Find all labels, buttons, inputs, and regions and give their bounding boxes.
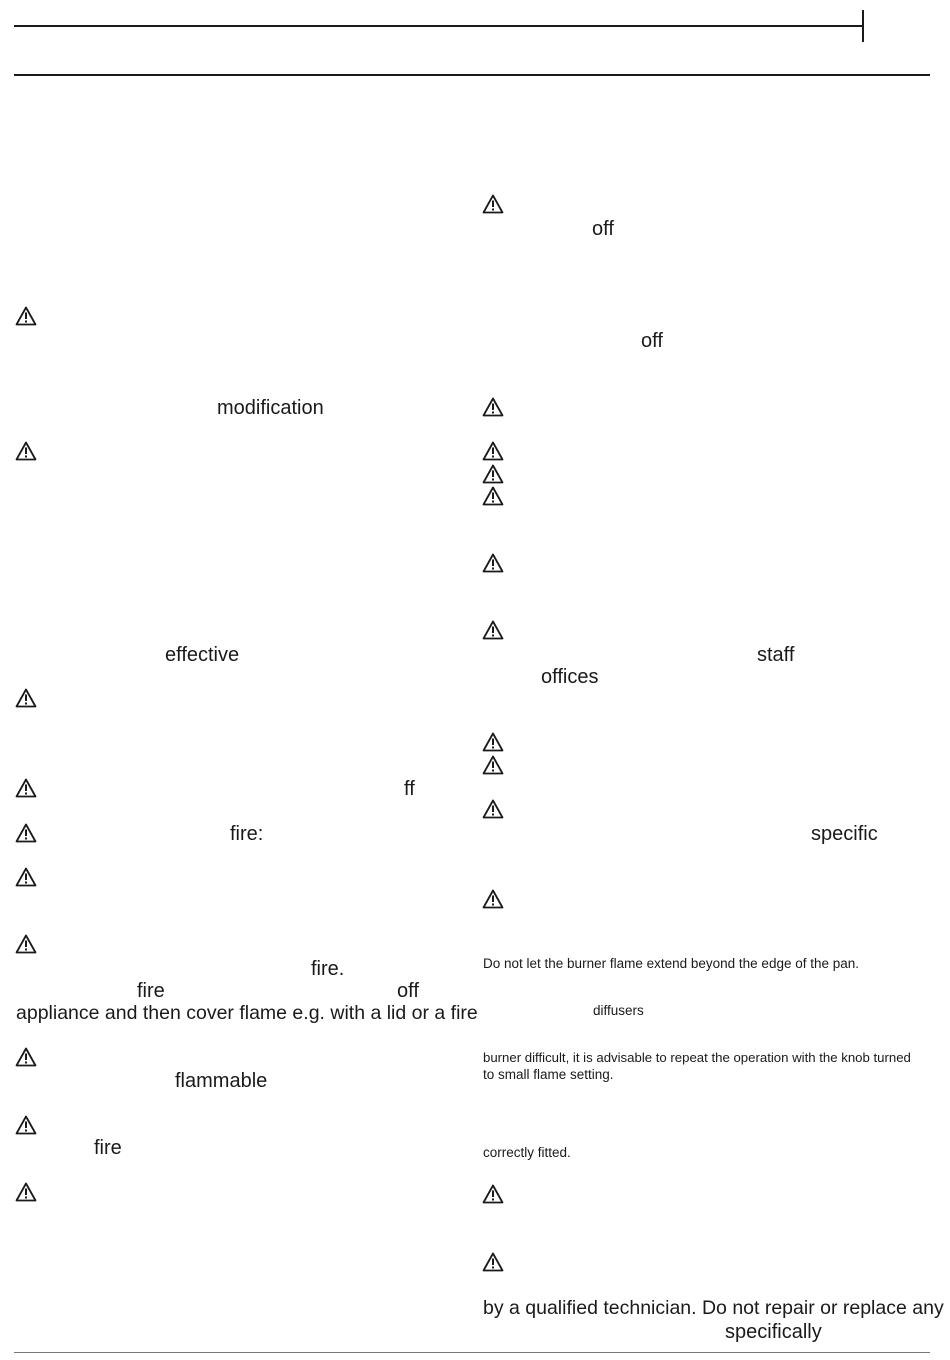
warning-triangle-icon: [482, 553, 504, 573]
warning-triangle-icon: [15, 778, 37, 798]
warning-triangle-icon: [15, 934, 37, 954]
text-fragment: flammable: [175, 1070, 268, 1092]
text-fragment: appliance and then cover flame e.g. with a lid or a fire: [16, 1002, 478, 1024]
text-fragment: specifically: [725, 1321, 822, 1343]
text-fragment: burner difficult, it is advisable to repeat the operation with the knob turned: [483, 1050, 911, 1065]
text-fragment: fire: [137, 980, 165, 1002]
text-fragment: fire.: [311, 958, 345, 980]
text-fragment: offices: [541, 666, 599, 688]
warning-triangle-icon: [482, 1184, 504, 1204]
header-rule-tick: [862, 10, 864, 42]
text-fragment: specific: [811, 823, 878, 845]
text-fragment: off: [397, 980, 419, 1002]
warning-triangle-icon: [482, 397, 504, 417]
text-fragment: effective: [165, 644, 240, 666]
warning-triangle-icon: [15, 1115, 37, 1135]
text-fragment: modification: [217, 397, 324, 419]
warning-triangle-icon: [15, 441, 37, 461]
text-fragment: by a qualified technician. Do not repair or replace any: [483, 1297, 944, 1319]
footer-rule: [14, 1352, 930, 1353]
text-fragment: to small flame setting.: [483, 1067, 614, 1082]
header-rule-top: [14, 25, 864, 27]
text-fragment: fire: [94, 1137, 122, 1159]
warning-triangle-icon: [482, 755, 504, 775]
warning-triangle-icon: [15, 867, 37, 887]
text-fragment: ff: [404, 778, 415, 800]
warning-triangle-icon: [482, 486, 504, 506]
warning-triangle-icon: [482, 1252, 504, 1272]
warning-triangle-icon: [482, 194, 504, 214]
warning-triangle-icon: [15, 688, 37, 708]
text-fragment: staff: [757, 644, 795, 666]
warning-triangle-icon: [15, 823, 37, 843]
warning-triangle-icon: [15, 1182, 37, 1202]
text-fragment: off: [641, 330, 663, 352]
warning-triangle-icon: [482, 620, 504, 640]
text-fragment: fire:: [230, 823, 264, 845]
warning-triangle-icon: [482, 441, 504, 461]
text-fragment: Do not let the burner flame extend beyond the edge of the pan.: [483, 956, 860, 971]
text-fragment: diffusers: [593, 1003, 644, 1018]
warning-triangle-icon: [482, 464, 504, 484]
warning-triangle-icon: [482, 799, 504, 819]
warning-triangle-icon: [15, 306, 37, 326]
warning-triangle-icon: [482, 732, 504, 752]
text-fragment: correctly fitted.: [483, 1145, 571, 1160]
warning-triangle-icon: [15, 1047, 37, 1067]
warning-triangle-icon: [482, 889, 504, 909]
header-rule-bottom: [14, 74, 930, 76]
text-fragment: off: [592, 218, 614, 240]
